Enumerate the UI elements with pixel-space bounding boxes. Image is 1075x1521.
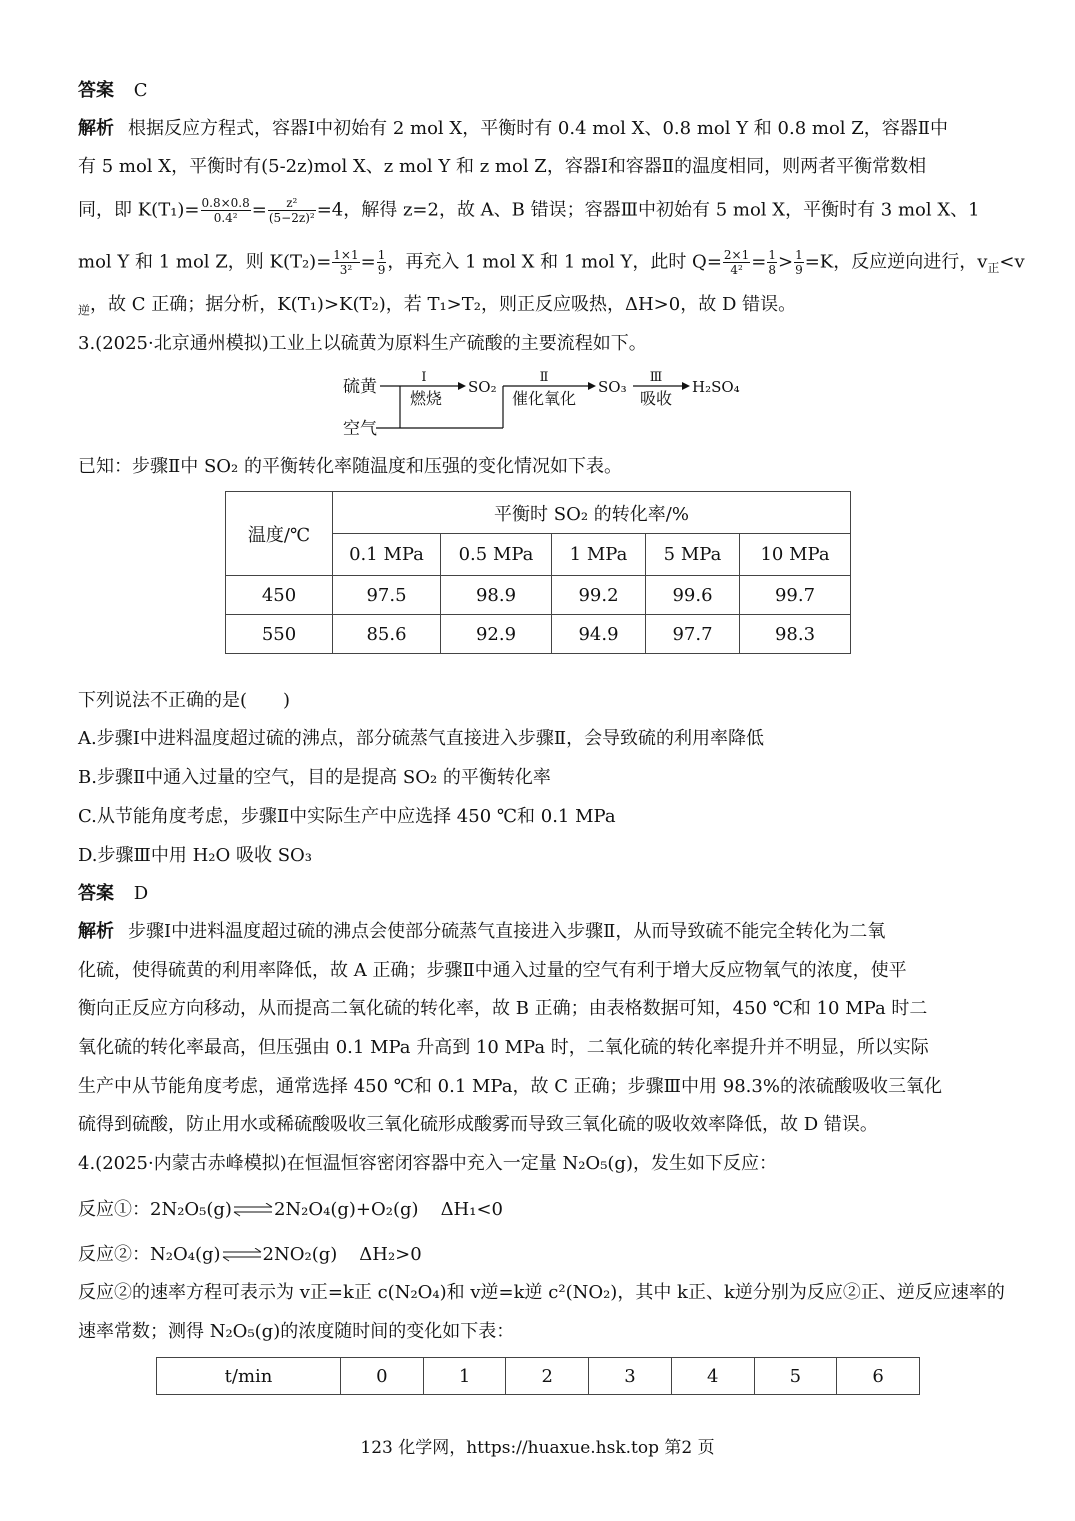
q4-rate-line2: 速率常数；测得 N₂O₅(g)的浓度随时间的变化如下表： bbox=[78, 1321, 515, 1342]
q3-option-d: D.步骤Ⅲ中用 H₂O 吸收 SO₃ bbox=[78, 845, 313, 866]
page-footer: 123 化学网，https://huaxue.hsk.top 第2 页 bbox=[360, 1438, 715, 1458]
flow-sulfur: 硫黄 bbox=[343, 377, 377, 397]
flow-step2: Ⅱ bbox=[539, 370, 549, 385]
n2o5-time-table bbox=[156, 1357, 920, 1395]
table-row bbox=[226, 615, 851, 654]
value-cell: 99.2 bbox=[552, 576, 646, 615]
analysis-text: 根据反应方程式，容器Ⅰ中初始有 2 mol X，平衡时有 0.4 mol X、0.8 mol Y 和 0.8 mol Z，容器Ⅱ中 bbox=[128, 118, 948, 139]
q3-option-a: A.步骤Ⅰ中进料温度超过硫的沸点，部分硫蒸气直接进入步骤Ⅱ，会导致硫的利用率降低 bbox=[78, 728, 765, 749]
pressure-cell: 1 MPa bbox=[552, 534, 646, 576]
flow-step1: Ⅰ bbox=[421, 370, 427, 385]
time-cell: 4 bbox=[671, 1358, 754, 1395]
numerator: 1 bbox=[768, 248, 776, 262]
flow-so2: SO₂ bbox=[468, 378, 497, 396]
answer-label: 答案 bbox=[78, 883, 114, 904]
group-header: 平衡时 SO₂ 的转化率/% bbox=[333, 492, 851, 534]
answer-value: C bbox=[133, 80, 148, 101]
answer-label: 答案 bbox=[78, 80, 114, 101]
answer-line-2 bbox=[78, 883, 148, 905]
temp-header: 温度/℃ bbox=[226, 492, 333, 576]
numerator: 1 bbox=[377, 248, 386, 262]
text-segment: =4，解得 z=2，故 A、B 错误；容器Ⅲ中初始有 5 mol X，平衡时有 3 mol X、1 bbox=[316, 199, 980, 221]
text-segment: ，再充入 1 mol X 和 1 mol Y，此时 Q= bbox=[387, 251, 722, 273]
denominator: 3² bbox=[339, 263, 353, 277]
analysis2-line1 bbox=[78, 921, 885, 943]
q3-option-b: B.步骤Ⅱ中通入过量的空气，目的是提高 SO₂ 的平衡转化率 bbox=[78, 767, 551, 788]
reaction-label: 反应②： bbox=[78, 1244, 150, 1265]
fraction bbox=[794, 248, 804, 277]
analysis-label: 解析 bbox=[78, 921, 114, 942]
flow-so3: SO₃ bbox=[598, 378, 627, 396]
arrow-head-2 bbox=[588, 382, 596, 390]
q3-known: 已知：步骤Ⅱ中 SO₂ 的平衡转化率随温度和压强的变化情况如下表。 bbox=[78, 456, 622, 477]
equilibrium-arrow-icon bbox=[221, 1248, 263, 1262]
q3-question: 下列说法不正确的是( ) bbox=[78, 690, 291, 711]
q4-stem: 4.(2025·内蒙古赤峰模拟)在恒温恒容密闭容器中充入一定量 N₂O₅(g)，发生如下反应： bbox=[78, 1153, 777, 1174]
value-cell: 97.7 bbox=[646, 615, 740, 654]
analysis2-line6: 硫得到硫酸，防止用水或稀硫酸吸收三氧化硫形成酸雾而导致三氧化硫的吸收效率降低，故 D 错误。 bbox=[78, 1114, 878, 1135]
pressure-cell: 0.5 MPa bbox=[441, 534, 552, 576]
fraction bbox=[201, 196, 251, 225]
temp-cell: 450 bbox=[226, 576, 333, 615]
temp-cell: 550 bbox=[226, 615, 333, 654]
value-cell: 92.9 bbox=[441, 615, 552, 654]
time-cell: 0 bbox=[341, 1358, 424, 1395]
value-cell: 94.9 bbox=[552, 615, 646, 654]
analysis2-line4: 氧化硫的转化率最高，但压强由 0.1 MPa 升高到 10 MPa 时，二氧化硫的转化率提升并不明显，所以实际 bbox=[78, 1037, 929, 1058]
numerator: 1 bbox=[795, 248, 803, 262]
flow-step2-text: 催化氧化 bbox=[511, 389, 577, 408]
fraction bbox=[767, 248, 777, 277]
value-cell: 99.6 bbox=[646, 576, 740, 615]
denominator: 8 bbox=[768, 263, 776, 277]
arrow-head-3 bbox=[682, 382, 690, 390]
flow-step1-text: 燃烧 bbox=[409, 389, 443, 408]
analysis1-line5 bbox=[78, 294, 796, 322]
time-header: t/min bbox=[157, 1358, 341, 1395]
time-cell: 2 bbox=[506, 1358, 589, 1395]
denominator: 0.4² bbox=[213, 211, 238, 225]
analysis1-line2: 有 5 mol X，平衡时有(5-2z)mol X、z mol Y 和 z mol Z，容器Ⅰ和容器Ⅱ的温度相同，则两者平衡常数相 bbox=[78, 156, 927, 177]
fraction bbox=[377, 248, 387, 277]
numerator: z² bbox=[268, 196, 316, 211]
value-cell: 98.3 bbox=[740, 615, 851, 654]
analysis2-line2: 化硫，使得硫黄的利用率降低，故 A 正确；步骤Ⅱ中通入过量的空气有利于增大反应物氧气的浓度，使平 bbox=[78, 960, 907, 981]
equilibrium-arrow-icon bbox=[232, 1203, 274, 1217]
reaction-reactant: N₂O₄(g) bbox=[150, 1244, 221, 1265]
time-row bbox=[157, 1358, 920, 1395]
subscript: 正 bbox=[987, 261, 1000, 276]
reaction-product: 2N₂O₄(g)+O₂(g) bbox=[273, 1199, 419, 1220]
table-row bbox=[226, 576, 851, 615]
text-segment: mol Y 和 1 mol Z，则 K(T₂)= bbox=[78, 251, 332, 273]
value-cell: 98.9 bbox=[441, 576, 552, 615]
fraction bbox=[332, 248, 359, 277]
value-cell: 85.6 bbox=[333, 615, 441, 654]
pressure-cell: 5 MPa bbox=[646, 534, 740, 576]
so2-conversion-table bbox=[225, 491, 851, 654]
analysis1-line1 bbox=[78, 118, 948, 140]
time-cell: 1 bbox=[423, 1358, 506, 1395]
fraction bbox=[723, 248, 750, 277]
answer-line-1 bbox=[78, 80, 148, 102]
reaction-enthalpy: ΔH₁<0 bbox=[440, 1199, 504, 1220]
pressure-cell: 0.1 MPa bbox=[333, 534, 441, 576]
numerator: 1×1 bbox=[333, 248, 359, 262]
q3-stem: 3.(2025·北京通州模拟)工业上以硫黄为原料生产硫酸的主要流程如下。 bbox=[78, 333, 647, 354]
denominator: 9 bbox=[377, 263, 386, 277]
numerator: 2×1 bbox=[723, 248, 750, 262]
flow-h2so4: H₂SO₄ bbox=[692, 378, 740, 396]
text-segment: ，故 C 正确；据分析，K(T₁)>K(T₂)，若 T₁>T₂，则正反应吸热，ΔH>0，故 D 错误。 bbox=[90, 294, 797, 315]
answer-value: D bbox=[133, 883, 149, 904]
reaction-product: 2NO₂(g) bbox=[262, 1244, 338, 1265]
analysis1-line3: 同，即 K(T₁)= $\frac{0.8\times 0.8}{\text{0.4²}}$ = $\frac{\text{z²}}{\text{(5−2z)²}}$ =4，解得 z=2，故 A、B 错误；容器Ⅲ中初始有 5 mol X，平衡时有 3 mol X、1 bbox=[78, 196, 980, 225]
time-cell: 5 bbox=[754, 1358, 837, 1395]
text-segment: <v bbox=[999, 251, 1025, 273]
analysis2-line3: 衡向正反应方向移动，从而提高二氧化硫的转化率，故 B 正确；由表格数据可知，450 ℃和 10 MPa 时二 bbox=[78, 998, 928, 1019]
reaction-2 bbox=[78, 1244, 422, 1266]
reaction-label: 反应①： bbox=[78, 1199, 150, 1220]
reaction-1 bbox=[78, 1199, 503, 1221]
arrow-head-1 bbox=[458, 382, 466, 390]
analysis-text: 步骤Ⅰ中进料温度超过硫的沸点会使部分硫蒸气直接进入步骤Ⅱ，从而导致硫不能完全转化为二氧 bbox=[128, 921, 886, 942]
text-segment: 同，即 K(T₁)= bbox=[78, 199, 200, 221]
pressure-cell: 10 MPa bbox=[740, 534, 851, 576]
q3-option-c: C.从节能角度考虑，步骤Ⅱ中实际生产中应选择 450 ℃和 0.1 MPa bbox=[78, 806, 616, 827]
denominator: 9 bbox=[795, 263, 803, 277]
reaction-reactant: 2N₂O₅(g) bbox=[150, 1199, 232, 1220]
process-flow-diagram bbox=[340, 366, 740, 442]
analysis1-line4: mol Y 和 1 mol Z，则 K(T₂)= $\frac{1\times 1}{\text{3²}}$ = $\frac{1}{9}$ ，再充入 1 mol X 和 1 mol Y，此时 Q= $\frac{2\times 1}{\text{4²}}$ = $\frac{1}{8}$ > $\frac{1}{9}$ =K，反应逆向进行，$v_正<v$ bbox=[78, 248, 1025, 277]
denominator: 4² bbox=[730, 263, 743, 277]
analysis-label: 解析 bbox=[78, 118, 114, 139]
subscript: 逆 bbox=[78, 303, 91, 318]
analysis2-line5: 生产中从节能角度考虑，通常选择 450 ℃和 0.1 MPa，故 C 正确；步骤Ⅲ中用 98.3%的浓硫酸吸收三氧化 bbox=[78, 1076, 942, 1097]
text-segment: =K，反应逆向进行，v bbox=[804, 251, 988, 273]
fraction bbox=[268, 196, 316, 225]
numerator: 0.8×0.8 bbox=[201, 196, 250, 210]
flow-step3-text: 吸收 bbox=[639, 389, 673, 408]
denominator: (5−2z)² bbox=[268, 211, 315, 225]
flow-air: 空气 bbox=[343, 419, 377, 439]
q4-rate-line1: 反应②的速率方程可表示为 v正=k正 c(N₂O₄)和 v逆=k逆 c²(NO₂)，其中 k正、k逆分别为反应②正、逆反应速率的 bbox=[78, 1282, 1005, 1303]
reaction-enthalpy: ΔH₂>0 bbox=[359, 1244, 422, 1265]
flow-step3: Ⅲ bbox=[649, 370, 663, 385]
time-cell: 3 bbox=[589, 1358, 672, 1395]
value-cell: 97.5 bbox=[333, 576, 441, 615]
time-cell: 6 bbox=[837, 1358, 920, 1395]
value-cell: 99.7 bbox=[740, 576, 851, 615]
table-header-row bbox=[226, 492, 851, 534]
